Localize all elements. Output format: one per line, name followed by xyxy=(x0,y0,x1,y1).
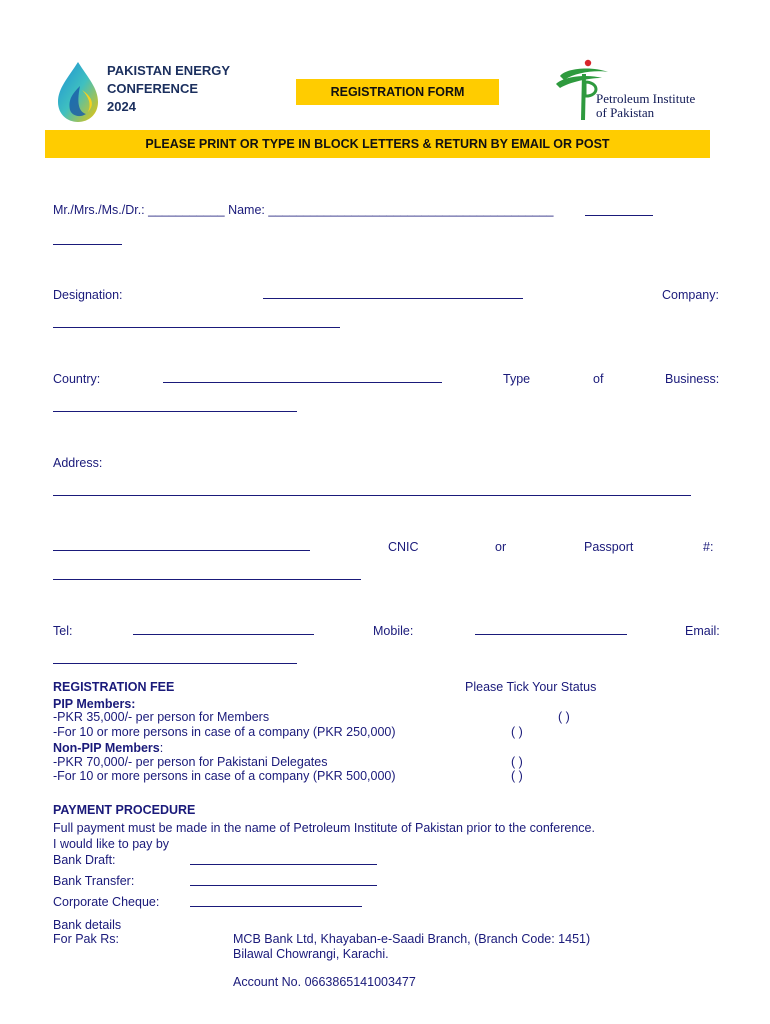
bank-draft-label: Bank Draft: xyxy=(53,853,116,867)
mobile-label: Mobile: xyxy=(373,624,414,638)
account-number: Account No. 0663865141003477 xyxy=(233,975,416,989)
cnic-label: CNIC xyxy=(388,540,419,554)
designation-field[interactable] xyxy=(263,298,523,299)
pay-by-label: I would like to pay by xyxy=(53,837,170,851)
company-field[interactable] xyxy=(53,327,340,328)
payment-procedure-heading: PAYMENT PROCEDURE xyxy=(53,803,196,817)
address-label: Address: xyxy=(53,456,103,470)
conference-logo-line1: PAKISTAN ENERGY xyxy=(107,63,231,78)
bank-draft-field[interactable] xyxy=(190,864,377,865)
pip-members-heading: PIP Members: xyxy=(53,697,136,711)
institute-logo-line2: of Pakistan xyxy=(596,105,655,120)
instructions-banner: PLEASE PRINT OR TYPE IN BLOCK LETTERS & RETURN BY EMAIL OR POST xyxy=(45,130,710,158)
tick-box-non-pip-individual[interactable]: ( ) xyxy=(511,755,523,769)
mobile-field[interactable] xyxy=(475,634,627,635)
passport-label: Passport xyxy=(584,540,634,554)
pip-fee-individual: -PKR 35,000/- per person for Members xyxy=(53,710,270,724)
type-label: Type xyxy=(503,372,531,386)
business-field[interactable] xyxy=(53,411,297,412)
tick-box-non-pip-company[interactable]: ( ) xyxy=(511,769,523,783)
designation-label: Designation: xyxy=(53,288,123,302)
corporate-cheque-field[interactable] xyxy=(190,906,362,907)
cnic-passport-field[interactable] xyxy=(53,579,361,580)
conference-logo xyxy=(52,60,242,124)
of-label: of xyxy=(593,372,604,386)
country-field[interactable] xyxy=(163,382,442,383)
business-label: Business: xyxy=(665,372,720,386)
salutation-name-label: Mr./Mrs./Ms./Dr.: ___________ Name: _________________________________________ xyxy=(53,203,554,217)
tick-status-heading: Please Tick Your Status xyxy=(465,680,597,694)
address-field-line2[interactable] xyxy=(53,550,310,551)
energy-drop-icon xyxy=(52,60,104,124)
address-field-line1[interactable] xyxy=(53,495,691,496)
bank-name: MCB Bank Ltd, Khayaban-e-Saadi Branch, (Branch Code: 1451) xyxy=(233,932,591,946)
non-pip-heading-colon: : xyxy=(159,741,164,755)
name-line-extension[interactable] xyxy=(585,215,653,216)
pip-fee-company: -For 10 or more persons in case of a company (PKR 250,000) xyxy=(53,725,396,739)
bank-address: Bilawal Chowrangi, Karachi. xyxy=(233,947,389,961)
non-pip-members-heading xyxy=(53,741,163,755)
institute-logo xyxy=(552,58,722,122)
non-pip-fee-individual: -PKR 70,000/- per person for Pakistani Delegates xyxy=(53,755,328,769)
registration-fee-heading: REGISTRATION FEE xyxy=(53,680,175,694)
or-label: or xyxy=(495,540,507,554)
pak-rs-label: For Pak Rs: xyxy=(53,932,119,946)
email-label: Email: xyxy=(685,624,720,638)
bank-transfer-label: Bank Transfer: xyxy=(53,874,135,888)
payment-instruction: Full payment must be made in the name of Petroleum Institute of Pakistan prior to the conference. xyxy=(53,821,595,835)
bank-details-label: Bank details xyxy=(53,918,122,932)
email-field[interactable] xyxy=(53,663,297,664)
tel-label: Tel: xyxy=(53,624,73,638)
tick-box-pip-company[interactable]: ( ) xyxy=(511,725,523,739)
conference-logo-line3: 2024 xyxy=(107,99,136,114)
passport-number-label: #: xyxy=(703,540,714,554)
country-label: Country: xyxy=(53,372,101,386)
tel-field[interactable] xyxy=(133,634,314,635)
non-pip-fee-company: -For 10 or more persons in case of a company (PKR 500,000) xyxy=(53,769,396,783)
tick-box-pip-individual[interactable]: ( ) xyxy=(558,710,570,724)
non-pip-heading-text: Non-PIP Members xyxy=(53,741,160,755)
institute-logo-line1: Petroleum Institute xyxy=(596,91,696,106)
corporate-cheque-label: Corporate Cheque: xyxy=(53,895,160,909)
company-label: Company: xyxy=(662,288,719,302)
name-line-continuation[interactable] xyxy=(53,244,122,245)
form-title: REGISTRATION FORM xyxy=(296,79,499,105)
bank-transfer-field[interactable] xyxy=(190,885,377,886)
conference-logo-line2: CONFERENCE xyxy=(107,81,199,96)
